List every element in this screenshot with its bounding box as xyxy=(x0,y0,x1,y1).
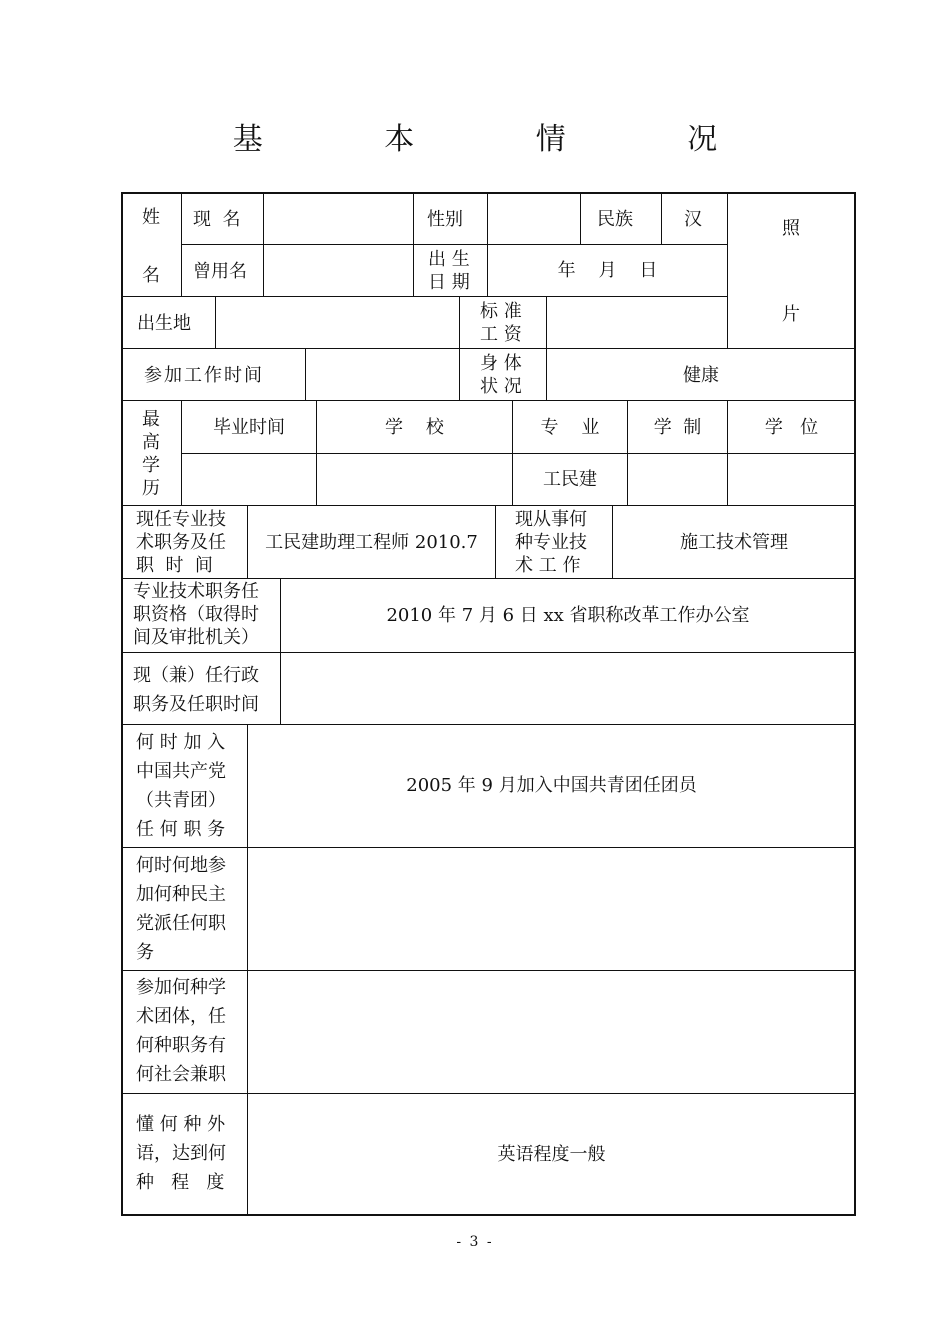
current-name-label: 现 名 xyxy=(193,209,241,230)
row-divider xyxy=(121,1093,856,1094)
col-divider xyxy=(661,192,662,244)
democratic-party-label: 务 xyxy=(136,942,154,963)
democratic-party-label: 党派任何职 xyxy=(136,913,226,934)
edu-major-value[interactable]: 工民建 xyxy=(543,469,597,490)
party-label: 何 时 加 入 xyxy=(136,732,226,753)
field-label: 现从事何 xyxy=(515,509,587,530)
language-label: 种 程 度 xyxy=(136,1172,225,1193)
edu-header-major: 专 业 xyxy=(540,417,600,438)
health-label-bottom: 状 况 xyxy=(480,376,522,397)
education-side-label: 高 xyxy=(142,432,160,453)
col-divider xyxy=(305,348,306,400)
academic-group-label: 参加何种学 xyxy=(136,977,226,998)
language-label: 懂 何 种 外 xyxy=(136,1114,226,1135)
party-value[interactable]: 2005 年 9 月加入中国共青团任团员 xyxy=(406,775,697,796)
education-side-label: 最 xyxy=(142,409,160,430)
row-divider xyxy=(121,847,856,848)
field-label: 种专业技 xyxy=(515,532,587,553)
qualification-label: 间及审批机关） xyxy=(133,627,259,648)
col-divider xyxy=(459,296,460,400)
birthplace-label: 出生地 xyxy=(137,313,191,334)
salary-label-top: 标 准 xyxy=(480,301,522,322)
field-value[interactable]: 施工技术管理 xyxy=(680,532,788,553)
birth-date-value[interactable]: 年 月 日 xyxy=(557,260,658,281)
row-divider xyxy=(121,348,856,349)
democratic-party-label: 何时何地参 xyxy=(136,855,226,876)
academic-group-label: 术团体，任 xyxy=(136,1006,226,1027)
name-label-top: 姓 xyxy=(142,207,160,228)
language-label: 语，达到何 xyxy=(136,1143,226,1164)
language-value[interactable]: 英语程度一般 xyxy=(497,1144,606,1165)
edu-header-grad-time: 毕业时间 xyxy=(213,417,285,438)
party-label: （共青团） xyxy=(136,790,226,811)
birth-label-bottom: 日 期 xyxy=(428,272,470,293)
row-divider xyxy=(121,296,727,297)
col-divider xyxy=(580,192,581,244)
row-divider xyxy=(121,505,856,506)
row-divider xyxy=(181,453,856,454)
work-start-label: 参加工作时间 xyxy=(144,365,264,386)
qualification-label: 职资格（取得时 xyxy=(133,604,259,625)
edu-header-degree: 学 位 xyxy=(764,417,819,438)
birth-label-top: 出 生 xyxy=(428,249,470,270)
edu-header-school: 学 校 xyxy=(385,417,444,438)
field-label: 术 工 作 xyxy=(515,555,581,576)
row-divider xyxy=(121,724,856,725)
col-divider xyxy=(413,192,414,296)
current-title-label: 职 时 间 xyxy=(136,555,213,576)
col-divider xyxy=(181,192,182,296)
qualification-label: 专业技术职务任 xyxy=(133,581,259,602)
democratic-party-label: 加何种民主 xyxy=(136,884,226,905)
ethnicity-label: 民族 xyxy=(597,209,633,230)
col-divider xyxy=(727,192,728,348)
col-divider xyxy=(215,296,216,348)
page-number: - 3 - xyxy=(456,1234,494,1250)
current-title-label: 术职务及任 xyxy=(136,532,226,553)
photo-label-bottom: 片 xyxy=(782,304,800,325)
row-divider xyxy=(121,400,856,401)
current-title-label: 现任专业技 xyxy=(136,509,226,530)
col-divider xyxy=(280,578,281,724)
row-divider xyxy=(121,578,856,579)
qualification-value[interactable]: 2010 年 7 月 6 日 xx 省职称改革工作办公室 xyxy=(386,605,750,626)
page-title: 基 本 情 况 xyxy=(232,122,774,157)
col-divider xyxy=(495,505,496,578)
education-side-label: 学 xyxy=(142,455,160,476)
salary-label-bottom: 工 资 xyxy=(480,324,522,345)
former-name-label: 曾用名 xyxy=(193,261,247,282)
col-divider xyxy=(263,192,264,296)
row-divider xyxy=(121,970,856,971)
ethnicity-value[interactable]: 汉 xyxy=(684,209,702,230)
academic-group-label: 何种职务有 xyxy=(136,1035,226,1056)
gender-label: 性别 xyxy=(427,209,463,230)
health-value[interactable]: 健康 xyxy=(683,365,719,386)
academic-group-label: 何社会兼职 xyxy=(136,1064,226,1085)
edu-header-length: 学 制 xyxy=(653,417,702,438)
admin-post-label: 现（兼）任行政 xyxy=(133,665,259,686)
photo-label-top: 照 xyxy=(782,218,800,239)
current-title-value[interactable]: 工民建助理工程师 2010.7 xyxy=(265,532,478,553)
health-label-top: 身 体 xyxy=(480,353,522,374)
party-label: 任 何 职 务 xyxy=(136,819,226,840)
party-label: 中国共产党 xyxy=(136,761,226,782)
name-label-bottom: 名 xyxy=(142,265,160,286)
admin-post-label: 职务及任职时间 xyxy=(133,694,259,715)
education-side-label: 历 xyxy=(142,478,160,499)
row-divider xyxy=(121,652,856,653)
